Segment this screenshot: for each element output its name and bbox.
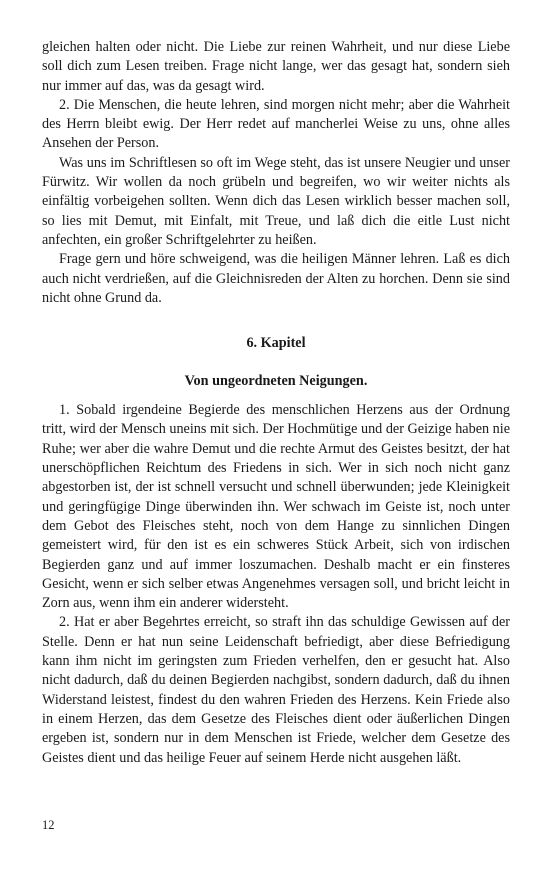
chapter-number: 6. Kapitel — [246, 335, 306, 352]
page-number: 12 — [42, 818, 55, 832]
book-page — [42, 38, 510, 768]
chapter-paragraph-2: 2. Hat er aber Begehrtes erreicht, so straft ihn das schuldige Gewissen auf der Stelle. Denn er hat nun seine Leidenschaft befriedigt, aber diese Befriedigung kann ihm nicht im geringsten zum Frieden verhelfen, den er gesucht hat. Also nicht dadurch, daß du deinen Begierden nachgibst, sondern dadurch, daß du ihnen Widerstand leistest, findest du den wahren Frieden des Herzens. Kein Friede also in einem Herzen, das dem Gesetze des Fleisches dient oder äußerlichen Dingen ergeben ist, sondern nur in dem Menschen ist Friede, welcher dem Gesetze des Geistes dient und das heilige Feuer auf seinem Herde nicht ausgehen läßt. — [42, 614, 510, 766]
paragraph-continuation: gleichen halten oder nicht. Die Liebe zur reinen Wahrheit, und nur diese Liebe soll dich zum Lesen treiben. Frage nicht lange, wer das gesagt hat, sondern sieh nur immer auf das, was da gesagt wird. — [42, 39, 510, 94]
paragraph-4: Frage gern und höre schweigend, was die heiligen Männer lehren. Laß es dich auch nicht verdrießen, auf die Gleichnisreden der Alten zu horchen. Denn sie sind nicht ohne Grund da. — [42, 251, 510, 306]
chapter-title: Von ungeordneten Neigungen. — [184, 373, 368, 390]
paragraph-2: 2. Die Menschen, die heute lehren, sind morgen nicht mehr; aber die Wahrheit des Herrn bleibt ewig. Der Herr redet auf mancherlei Weise zu uns, ohne alles Ansehen der Person. — [42, 96, 510, 152]
chapter-paragraph-1: 1. Sobald irgendeine Begierde des menschlichen Herzens aus der Ordnung tritt, wird der Mensch uneins mit sich. Der Hochmütige und der Geizige haben nie Ruhe; wer aber die wahre Demut und die rechte Armut des Geistes besitzt, der hat unerschöpflichen Reichtum des Friedens in sich. Wer in sich noch nicht ganz abgestorben ist, der ist schnell versucht und schnell überwunden; jede Kleinigkeit und geringfügige Dinge überwinden ihn. Wer schwach im Geiste ist, noch unter dem Gebot des Fleisches steht, noch von dem Hange zu sinnlichen Dingen gemeistert wird, für den ist es ein schweres Stück Arbeit, sich von irdischen Begierden ganz und auf immer loszumachen. Deshalb macht er ein finsteres Gesicht, wenn er sich selber etwas Angenehmes versagen soll, und bricht leicht in Zorn aus, wenn ihm ein anderer widersteht. — [42, 402, 510, 612]
paragraph-3: Was uns im Schriftlesen so oft im Wege steht, das ist unsere Neugier und unser Fürwitz. Wir wollen da noch grübeln und begreifen, wo wir weiter nichts als einfältig vorbeigehen sollten. Wenn dich das Lesen wirklich besser machen soll, so lies mit Demut, mit Einfalt, mit Treue, und laß dich die eitle Lust nicht anfechten, ein großer Schriftgelehrter zu heißen. — [42, 154, 510, 248]
